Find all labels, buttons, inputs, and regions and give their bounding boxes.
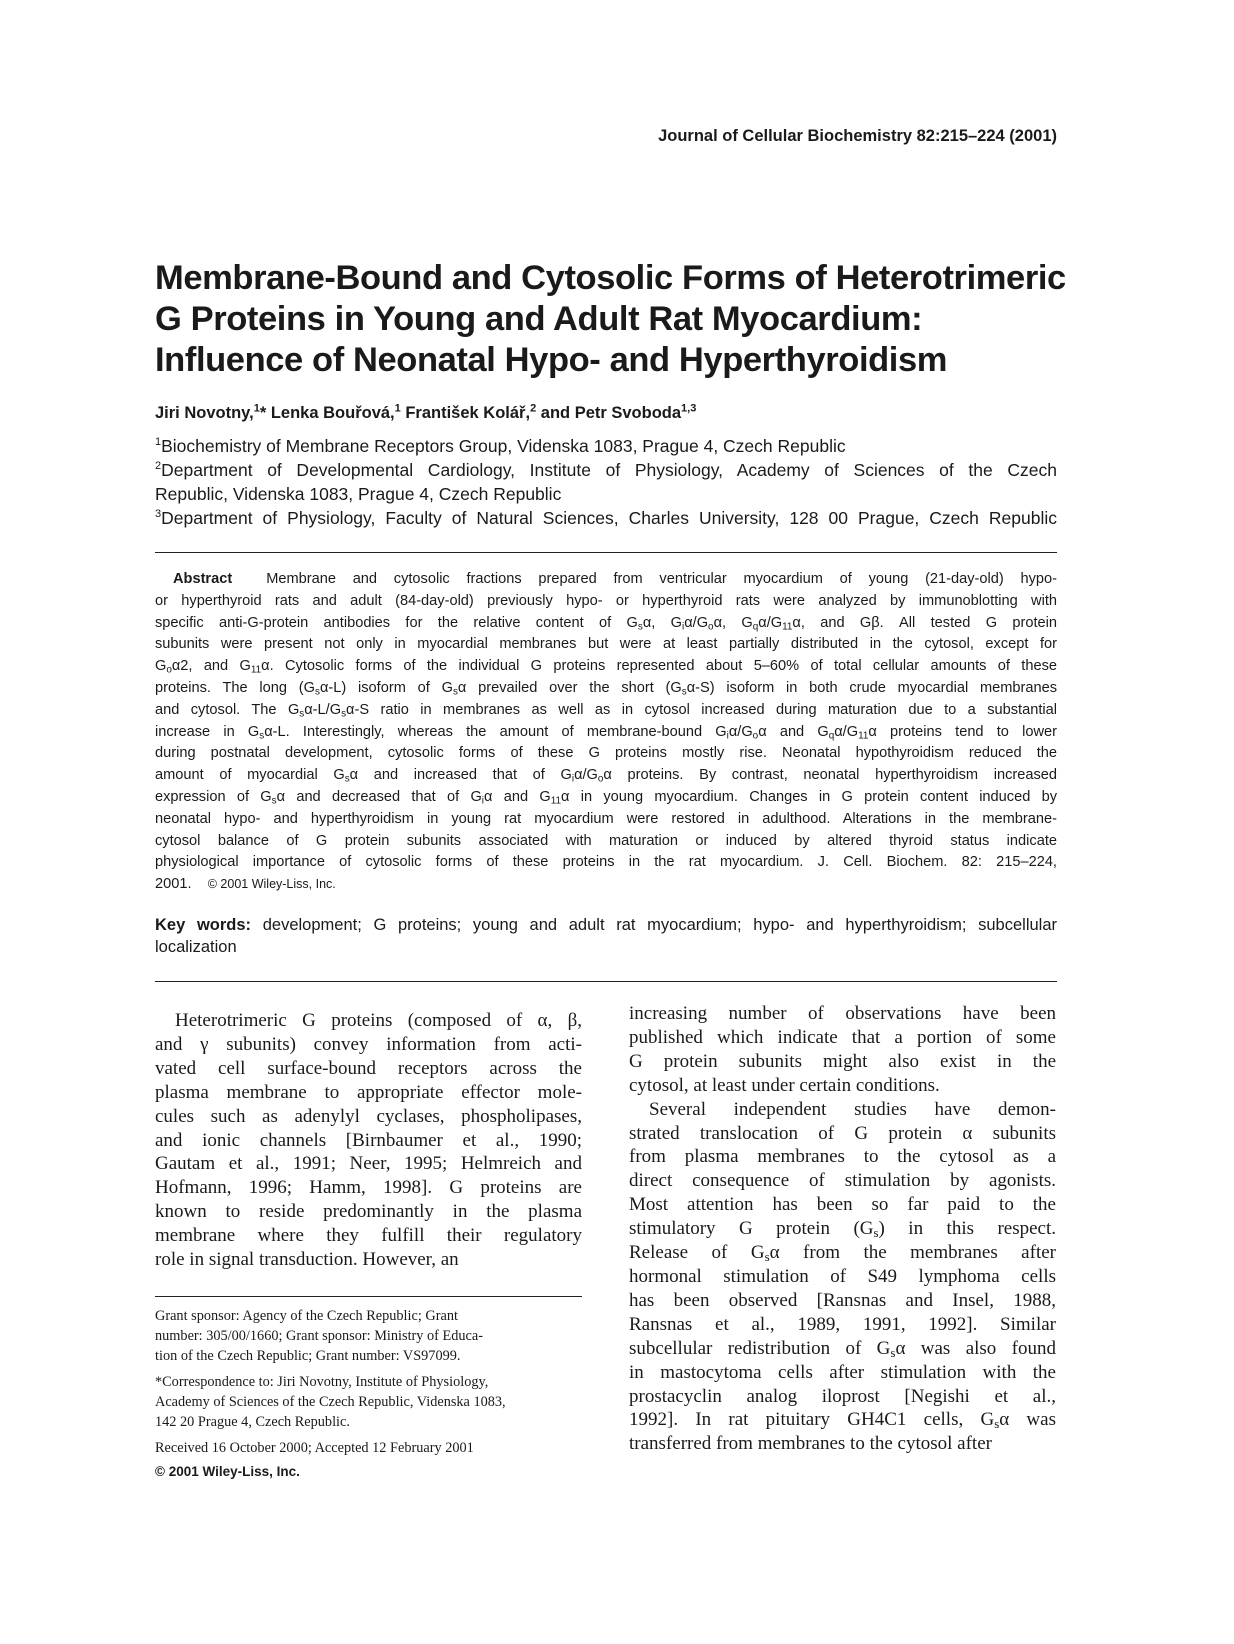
text-line: Most attention has been so far paid to the (629, 1194, 1056, 1216)
text-line: Several independent studies have demon- (649, 1098, 1056, 1120)
text-line: physiological importance of cytosolic forms of these proteins in the rat myocardium. J. Cell. Biochem. 82: 215–224, (155, 854, 1057, 871)
text-line: expression of $G_s\alpha$ and decreased that of $G_i\alpha$ and $G_{11}\alpha$ in young myocardium. Changes in G protein content induced by (155, 788, 1058, 807)
text-line: amount of myocardial $G_s\alpha$ and increased that of $G_i\alpha/G_o\alpha$ proteins. By contrast, neonatal hyperthyroidism increased (155, 767, 1058, 785)
grant-footnote (155, 1306, 582, 1366)
text-line: Grant sponsor: Agency of the Czech Republic; Grant (155, 1308, 458, 1324)
affiliation-2: $^2$Department of Developmental Cardiology, Institute of Physiology, Academy of Sciences of the Czech (155, 460, 1057, 480)
text-line: cules such as adenylyl cyclases, phospholipases, (155, 1105, 582, 1127)
text-line: Release of $G_s\alpha$ from the membranes after (629, 1242, 1056, 1265)
correspondence-footnote (155, 1372, 582, 1432)
received-dates: Received 16 October 2000; Accepted 12 February 2001 (155, 1440, 474, 1456)
text-line: number: 305/00/1660; Grant sponsor: Ministry of Educa- (155, 1328, 483, 1344)
text-line: hormonal stimulation of S49 lymphoma cells (629, 1265, 1056, 1287)
text-line: from plasma membranes to the cytosol as a (629, 1146, 1056, 1168)
text-line: subcellular redistribution of $G_s\alpha$ was also found (629, 1337, 1056, 1360)
text-line: known to reside predominantly in the plasma (155, 1201, 582, 1223)
text-line: and cytosol. The $G_s\alpha-L/G_s\alpha-S$ ratio in membranes as well as in cytosol increased during maturation due to a substantial (155, 701, 1057, 720)
affiliation-3: $^3$Department of Physiology, Faculty of Natural Sciences, Charles University, 128 00 Prague, Czech Republic (155, 508, 1057, 528)
text-line: tion of the Czech Republic; Grant number: VS97099. (155, 1348, 461, 1364)
text-line: $G_o\alpha 2$, and $G_{11}\alpha$. Cytosolic forms of the individual G proteins represented about 5–60% of total cellular amounts of these (155, 658, 1057, 676)
text-line (155, 569, 1057, 591)
affiliation-2-cont: Republic, Videnska 1083, Prague 4, Czech Republic (155, 484, 562, 504)
text-line: vated cell surface-bound receptors across the (155, 1057, 582, 1079)
text-line: membrane where they fulfill their regulatory (155, 1225, 582, 1247)
text-line: during postnatal development, cytosolic forms of these G proteins mostly rise. Neonatal hypothyroidism reduced the (155, 745, 1057, 762)
keywords-line (155, 914, 1057, 936)
body-column-right (629, 1002, 1056, 1456)
text-line: direct consequence of stimulation by agonists. (629, 1170, 1056, 1192)
text-line: proteins. The long $(G_s\alpha-L)$ isoform of $G_s\alpha$ prevailed over the short $(G_s\alpha-S)$ isoform in both crude myocardial membranes (155, 679, 1058, 698)
title-line: Influence of Neonatal Hypo- and Hyperthyroidism (155, 341, 948, 379)
affiliation-1: $^1$Biochemistry of Membrane Receptors Group, Videnska 1083, Prague 4, Czech Republic (155, 436, 846, 456)
text-line: published which indicate that a portion of some (629, 1026, 1056, 1048)
text-line: Ransnas et al., 1989, 1991, 1992]. Similar (629, 1313, 1056, 1335)
text-line: stimulatory G protein $(G_s)$ in this respect. (629, 1218, 1056, 1241)
text-line: role in signal transduction. However, an (155, 1249, 459, 1271)
keywords-label: Key words: (155, 916, 252, 934)
text-line: specific anti-G-protein antibodies for the relative content of $G_s\alpha$, $G_i\alpha/G_o\alpha$, $G_q\alpha/G_{11}\alpha$, and Gβ. All tested G protein (155, 614, 1057, 633)
copyright: © 2001 Wiley-Liss, Inc. (155, 1464, 300, 1479)
text-line: Heterotrimeric G proteins (composed of α, β, (175, 1010, 582, 1031)
keywords-text: development; G proteins; young and adult rat myocardium; hypo- and hyperthyroidism; subcellular (262, 916, 1058, 934)
text-line: and γ subunits) convey information from acti- (155, 1033, 582, 1055)
affiliations (155, 434, 1057, 530)
abstract (155, 569, 1057, 896)
keywords-line: localization (155, 938, 237, 956)
footnote-divider (155, 1296, 582, 1297)
divider (155, 981, 1057, 982)
text-line: *Correspondence to: Jiri Novotny, Institute of Physiology, (155, 1374, 489, 1390)
text-line: 1992]. In rat pituitary GH4C1 cells, $G_s\alpha$ was (629, 1409, 1056, 1432)
text-line: 2001. © 2001 Wiley-Liss, Inc. (155, 876, 336, 893)
text-line: or hyperthyroid rats and adult (84-day-old) previously hypo- or hyperthyroid rats were analyzed by immunoblotting with (155, 592, 1057, 609)
text-line: neonatal hypo- and hyperthyroidism in young rat myocardium were restored in adulthood. Alterations in the membrane- (155, 810, 1057, 827)
text-line: in mastocytoma cells after stimulation with the (629, 1361, 1056, 1383)
text-line: 142 20 Prague 4, Czech Republic. (155, 1414, 350, 1430)
title-line: Membrane-Bound and Cytosolic Forms of Heterotrimeric (155, 259, 1066, 297)
text-line: strated translocation of G protein α subunits (629, 1122, 1056, 1144)
keywords (155, 914, 1057, 958)
text-line: plasma membrane to appropriate effector mole- (155, 1081, 582, 1103)
text-line: Hofmann, 1996; Hamm, 1998]. G proteins are (155, 1177, 582, 1199)
footnotes (155, 1306, 582, 1482)
text-line: transferred from membranes to the cytosol after (629, 1433, 992, 1455)
text-line: Gautam et al., 1991; Neer, 1995; Helmreich and (155, 1153, 582, 1175)
abstract-label: Abstract (173, 571, 233, 587)
paper-title (155, 258, 1066, 381)
text-line: prostacyclin analog iloprost [Negishi et al., (629, 1385, 1056, 1407)
text-line: increasing number of observations have been (629, 1003, 1056, 1024)
text-line: cytosol, at least under certain conditions. (629, 1074, 940, 1096)
title-line: G Proteins in Young and Adult Rat Myocardium: (155, 300, 923, 338)
text-line: Academy of Sciences of the Czech Republic, Videnska 1083, (155, 1394, 506, 1410)
divider (155, 552, 1057, 553)
text-line: has been observed [Ransnas and Insel, 1988, (629, 1289, 1056, 1311)
text-line: subunits were present not only in myocardial membranes but were at least partially distributed in the cytosol, except for (155, 636, 1057, 653)
text-line: cytosol balance of G protein subunits associated with maturation or induced by altered thyroid status indicate (155, 832, 1057, 849)
author-list: Jiri Novotny,$^1$* Lenka Bouřová,$^1$ František Kolář,$^2$ and Petr Svoboda$^{1,3}$ (155, 402, 697, 422)
text-line: increase in $G_s\alpha-L$. Interestingly, whereas the amount of membrane-bound $G_i\alpha/G_o\alpha$ and $G_q\alpha/G_{11}\alpha$ proteins tend to lower (155, 723, 1058, 742)
text-line: G protein subunits might also exist in the (629, 1050, 1056, 1072)
body-column-left (155, 1009, 582, 1272)
journal-header: Journal of Cellular Biochemistry 82:215–224 (2001) (658, 127, 1057, 145)
abstract-text: Membrane and cytosolic fractions prepared from ventricular myocardium of young (21-day-old) hypo- (266, 571, 1057, 587)
text-line: and ionic channels [Birnbaumer et al., 1990; (155, 1129, 582, 1151)
